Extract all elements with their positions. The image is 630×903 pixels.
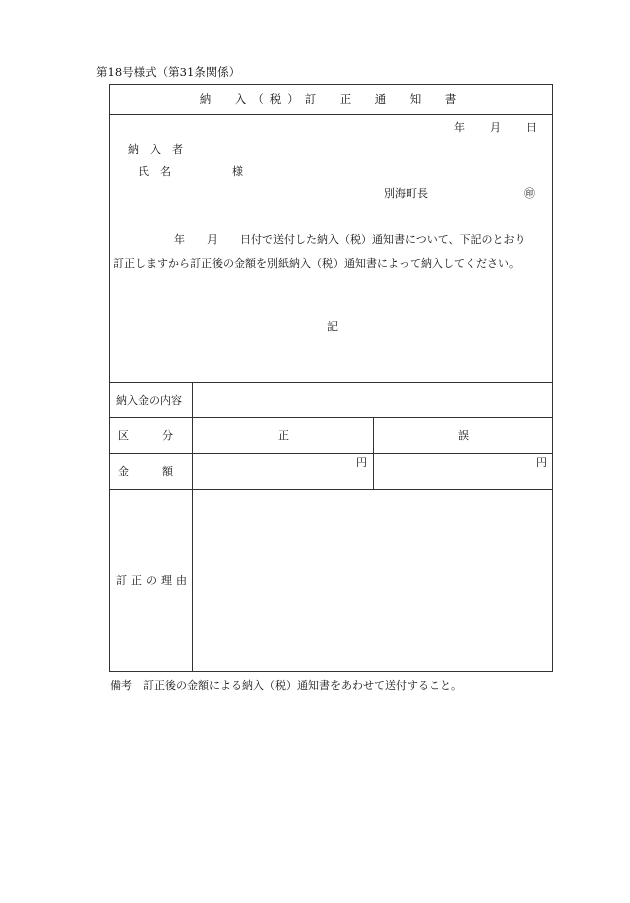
divider-amount	[109, 489, 553, 490]
date-day: 日	[526, 121, 537, 134]
content-label: 納入金の内容	[116, 394, 182, 407]
category-label: 区 分	[118, 429, 173, 442]
date-year: 年	[454, 121, 465, 134]
payer-label: 納 入 者	[128, 143, 183, 156]
name-label: 氏 名	[138, 165, 171, 178]
ki-heading: 記	[327, 320, 338, 333]
reason-label: 訂正の理由	[116, 574, 191, 587]
yen-wrong: 円	[536, 456, 547, 469]
divider-title	[109, 114, 553, 115]
form-title: 納 入（税）訂 正 通 知 書	[199, 92, 463, 106]
divider-correct-wrong	[373, 417, 374, 489]
honorific: 様	[232, 165, 243, 178]
body-line-1: 年 月 日付で送付した納入（税）通知書について、下記のとおり	[174, 233, 526, 246]
divider-category	[109, 453, 553, 454]
divider-table-top	[109, 382, 553, 383]
wrong-label: 誤	[458, 429, 469, 442]
footnote: 備考 訂正後の金額による納入（税）通知書をあわせて送付すること。	[110, 679, 462, 692]
divider-content	[109, 417, 553, 418]
correct-label: 正	[278, 429, 289, 442]
body-line-2: 訂正しますから訂正後の金額を別紙納入（税）通知書によって納入してください。	[113, 257, 520, 270]
date-month: 月	[490, 121, 501, 134]
form-reference: 第18号様式（第31条関係）	[96, 65, 241, 79]
amount-label: 金 額	[118, 465, 173, 478]
issuer: 別海町長	[384, 187, 428, 200]
seal-mark: ㊞	[524, 187, 535, 200]
yen-correct: 円	[356, 456, 367, 469]
divider-label-column	[192, 382, 193, 672]
